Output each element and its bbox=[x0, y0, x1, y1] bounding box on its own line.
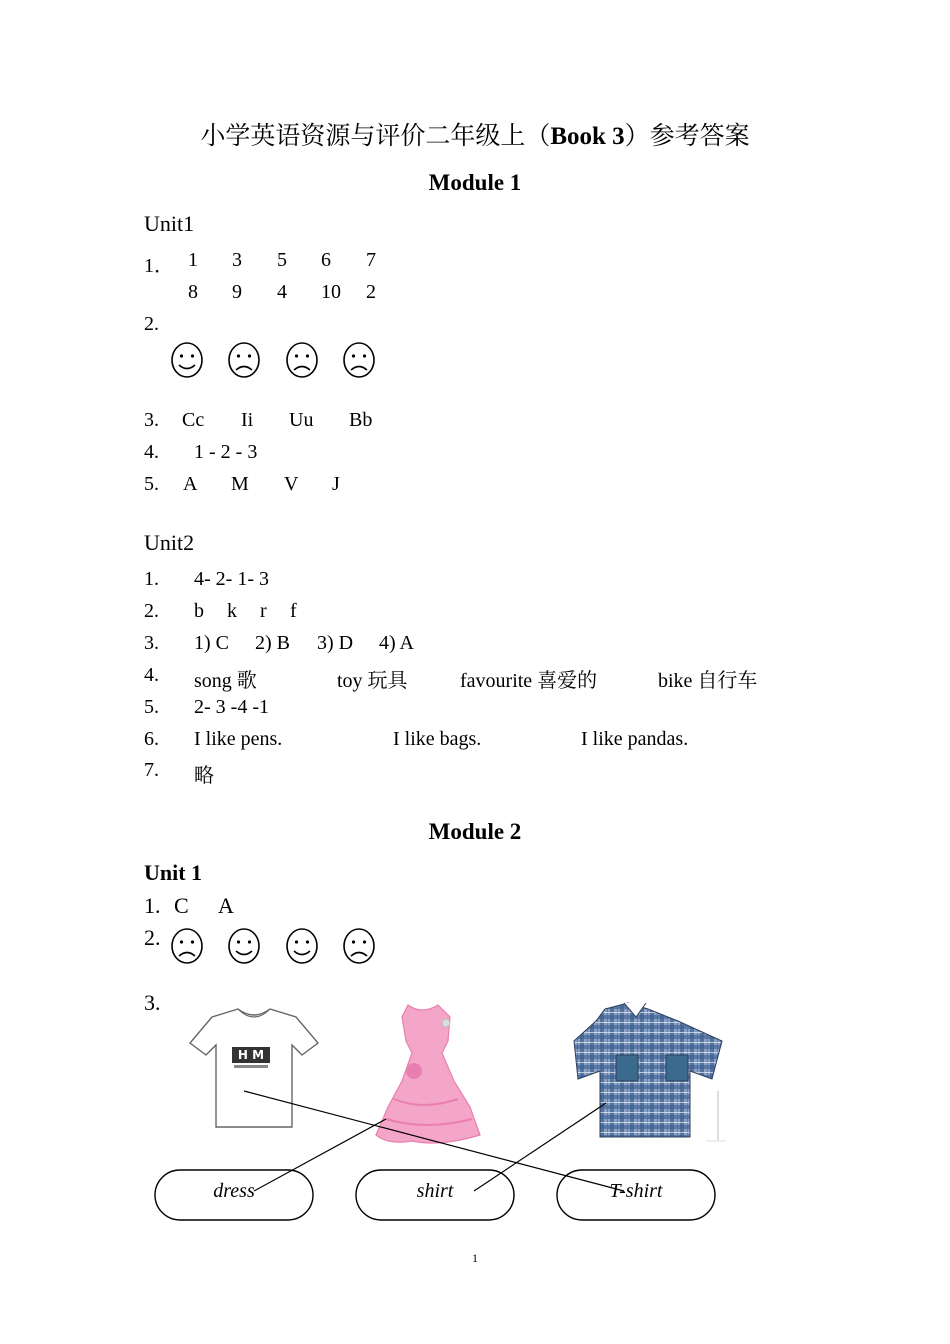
shirt-picture bbox=[574, 1003, 726, 1141]
question-number: 3. bbox=[144, 632, 159, 654]
label-shirt: shirt bbox=[416, 1180, 454, 1202]
answer-item: k bbox=[227, 600, 237, 622]
question-number: 4. bbox=[144, 664, 159, 686]
question-number: 2. bbox=[144, 313, 159, 335]
question-number: 4. bbox=[144, 441, 159, 463]
answer-item: A bbox=[218, 893, 234, 918]
answer-item: b bbox=[194, 600, 204, 622]
answer-item: favourite 喜爱的 bbox=[460, 670, 598, 692]
frown-icon bbox=[227, 341, 261, 379]
answer-item: 4) A bbox=[379, 632, 414, 654]
question-number: 6. bbox=[144, 728, 159, 750]
module2-heading: Module 2 bbox=[428, 819, 522, 844]
answer-item: I like pandas. bbox=[581, 728, 689, 750]
answer-item: 5 bbox=[277, 249, 287, 271]
question-number: 1. bbox=[144, 568, 159, 590]
module1-heading: Module 1 bbox=[428, 170, 522, 195]
answer-item: 3 bbox=[232, 249, 242, 271]
answer-item: r bbox=[260, 600, 267, 622]
question-number: 2. bbox=[144, 600, 159, 622]
question-number: 3. bbox=[144, 990, 161, 1015]
answer-item: 8 bbox=[188, 281, 198, 303]
dress-picture bbox=[376, 1005, 480, 1143]
smile-icon bbox=[227, 927, 261, 965]
frown-icon bbox=[342, 341, 376, 379]
answer-item: 10 bbox=[321, 281, 341, 303]
answer-item: 2 bbox=[366, 281, 376, 303]
answer-item: M bbox=[231, 473, 249, 495]
answer-item: 略 bbox=[194, 765, 214, 787]
answer-item: song 歌 bbox=[194, 670, 257, 692]
label-tshirt: T-shirt bbox=[609, 1180, 663, 1202]
answer-item: 1) C bbox=[194, 632, 229, 654]
answer-item: J bbox=[332, 473, 340, 495]
answer-item: Bb bbox=[349, 409, 373, 431]
answer-item: A bbox=[183, 473, 198, 495]
page-number: 1 bbox=[472, 1251, 478, 1265]
answer-item: toy 玩具 bbox=[337, 670, 408, 692]
answer-item: f bbox=[290, 600, 297, 622]
answer-item: C bbox=[174, 893, 189, 918]
match-line bbox=[474, 1103, 606, 1191]
question-number: 2. bbox=[144, 925, 161, 950]
answer-item: 9 bbox=[232, 281, 242, 303]
module1-unit1-heading: Unit1 bbox=[144, 211, 195, 236]
module1-unit2-heading: Unit2 bbox=[144, 530, 195, 555]
answer-item: 4 bbox=[277, 281, 287, 303]
answer-item: I like pens. bbox=[194, 728, 283, 750]
answer-item: 3) D bbox=[317, 632, 354, 654]
answer-item: Cc bbox=[182, 409, 205, 431]
tshirt-picture bbox=[190, 1009, 318, 1127]
tshirt-print: H M bbox=[237, 1048, 265, 1062]
answer-item: 4- 2- 1- 3 bbox=[194, 568, 269, 590]
question-number: 1． bbox=[144, 255, 174, 277]
match-line bbox=[254, 1119, 386, 1191]
question-number: 3. bbox=[144, 409, 159, 431]
frown-icon bbox=[342, 927, 376, 965]
question-number: 7. bbox=[144, 759, 159, 781]
label-dress: dress bbox=[213, 1180, 255, 1202]
frown-icon bbox=[170, 927, 204, 965]
question-number: 5. bbox=[144, 696, 159, 718]
frown-icon bbox=[285, 341, 319, 379]
question-number: 1. bbox=[144, 893, 161, 918]
question-number: 5. bbox=[144, 473, 159, 495]
answer-item: 6 bbox=[321, 249, 331, 271]
answer-item: 1 - 2 - 3 bbox=[194, 441, 258, 463]
answer-item: Ii bbox=[241, 409, 254, 431]
module2-unit1-heading: Unit 1 bbox=[144, 860, 203, 885]
answer-item: V bbox=[284, 473, 299, 495]
smile-icon bbox=[170, 341, 204, 379]
clothes-matching-figure bbox=[150, 995, 730, 1227]
answer-item: 1 bbox=[188, 249, 198, 271]
answer-item: I like bags. bbox=[393, 728, 482, 750]
smile-icon bbox=[285, 927, 319, 965]
answer-item: bike 自行车 bbox=[658, 670, 758, 692]
answer-item: 7 bbox=[366, 249, 376, 271]
answer-item: Uu bbox=[289, 409, 314, 431]
answer-item: 2) B bbox=[255, 632, 290, 654]
page-title: 小学英语资源与评价二年级上（Book 3）参考答案 bbox=[200, 123, 750, 150]
answer-item: 2- 3 -4 -1 bbox=[194, 696, 269, 718]
